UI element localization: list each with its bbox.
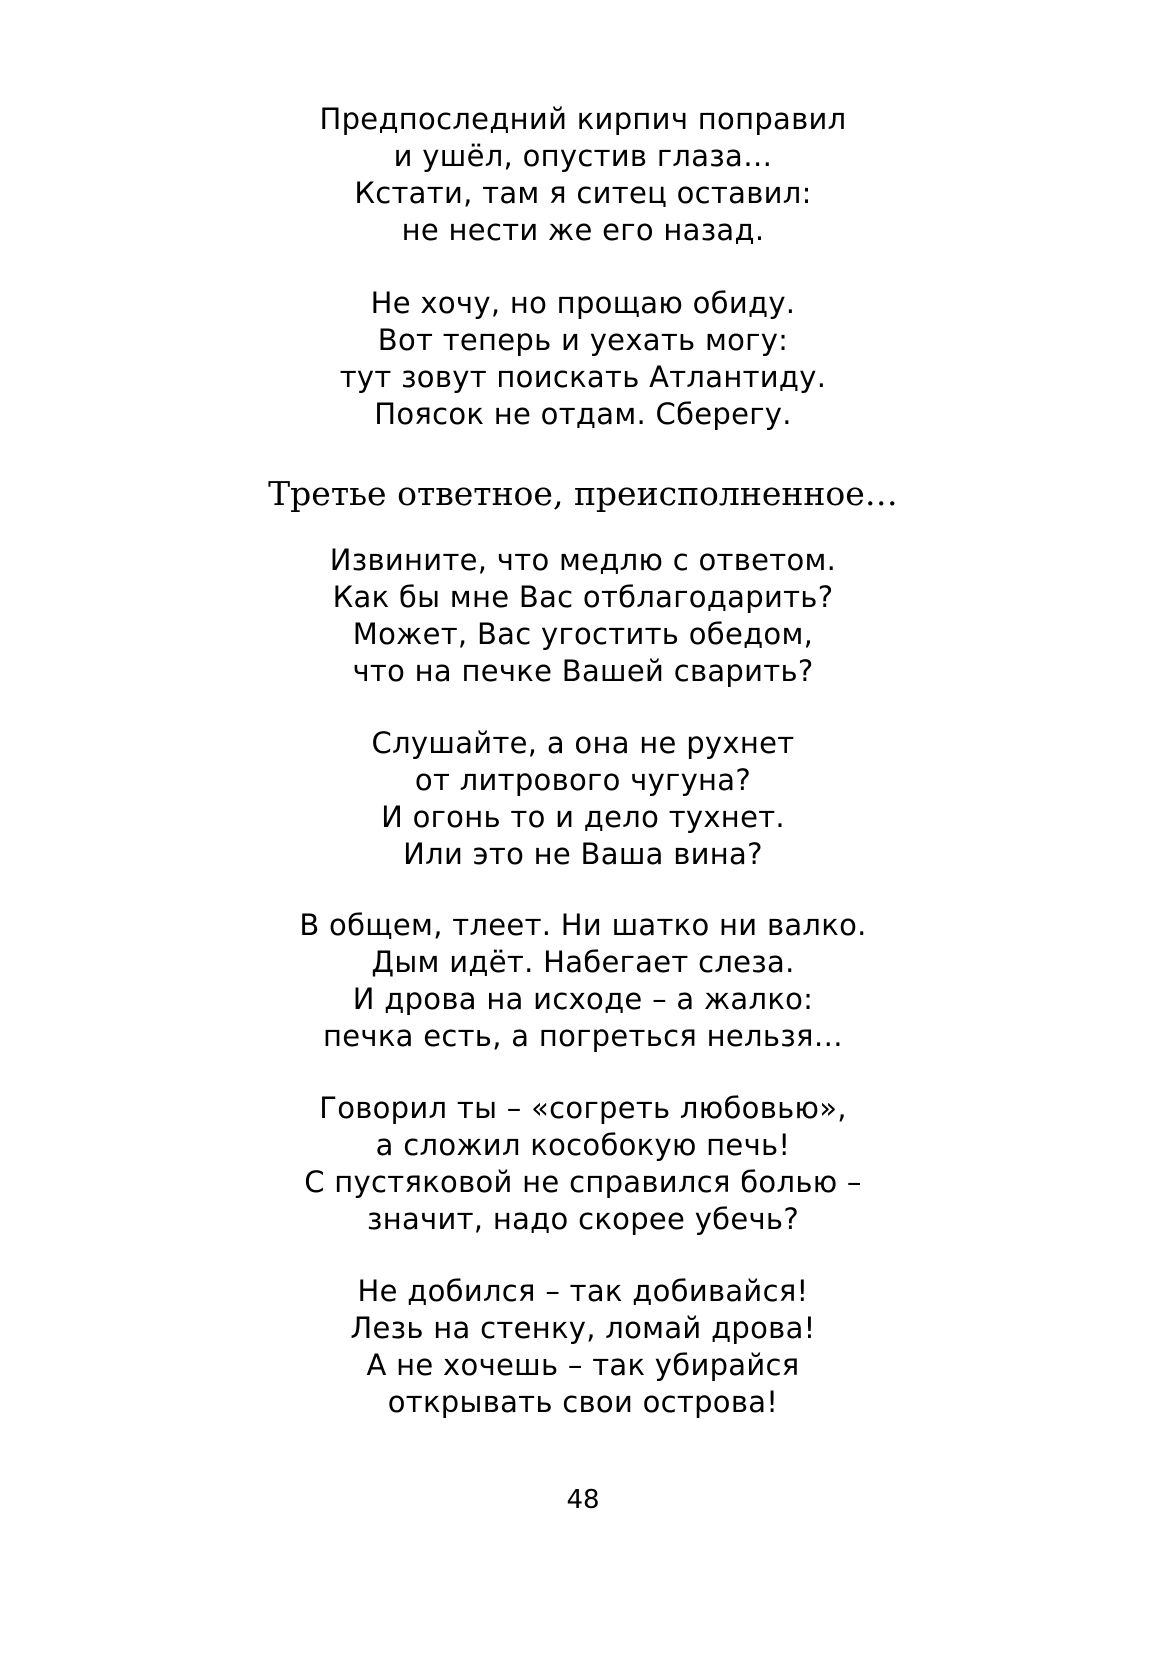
poem-line: Извините, что медлю с ответом. bbox=[329, 543, 837, 577]
poem-line: Не добился – так добивайся! bbox=[357, 1274, 809, 1308]
poem-line: Кстати, там я ситец оставил: bbox=[354, 176, 812, 210]
stanza-1 bbox=[0, 101, 1166, 249]
poem-line: открывать свои острова! bbox=[387, 1385, 779, 1419]
poem-line: И огонь то и дело тухнет. bbox=[381, 800, 785, 834]
poem-title: Третье ответное, преисполненное… bbox=[268, 474, 898, 513]
poem-line: Вот теперь и уехать могу: bbox=[377, 323, 789, 357]
poem-line: А не хочешь – так убирайся bbox=[366, 1348, 800, 1382]
stanza-7 bbox=[0, 1273, 1166, 1421]
poem-line: и ушёл, опустив глаза… bbox=[393, 139, 773, 173]
poem-line: Предпоследний кирпич поправил bbox=[319, 102, 847, 136]
stanza-2 bbox=[0, 285, 1166, 433]
poem-line: печка есть, а погреться нельзя… bbox=[322, 1019, 843, 1053]
poem-line: Как бы мне Вас отблагодарить? bbox=[332, 580, 834, 614]
poem-line: Может, Вас угостить обедом, bbox=[352, 617, 814, 651]
poem-line: от литрового чугуна? bbox=[414, 763, 752, 797]
stanza-5 bbox=[0, 907, 1166, 1055]
poem-line: Слушайте, а она не рухнет bbox=[371, 726, 795, 760]
poem-line: В общем, тлеет. Ни шатко ни валко. bbox=[299, 908, 867, 942]
poem-line: тут зовут поискать Атлантиду. bbox=[339, 360, 827, 394]
poem-line: С пустяковой не справился болью – bbox=[304, 1165, 862, 1199]
stanza-4 bbox=[0, 725, 1166, 873]
poem-line: Не хочу, но прощаю обиду. bbox=[370, 286, 796, 320]
stanza-3 bbox=[0, 542, 1166, 690]
poem-line: не нести же его назад. bbox=[401, 213, 765, 247]
poem-line: Говорил ты – «согреть любовью», bbox=[319, 1091, 847, 1125]
poem-line: Лезь на стенку, ломай дрова! bbox=[350, 1311, 816, 1345]
stanza-6 bbox=[0, 1090, 1166, 1238]
poem-line: И дрова на исходе – а жалко: bbox=[352, 982, 814, 1016]
poem-line: Дым идёт. Набегает слеза. bbox=[371, 945, 795, 979]
poem-line: а сложил кособокую печь! bbox=[375, 1128, 791, 1162]
page-number: 48 bbox=[566, 1485, 600, 1515]
poem-line: что на печке Вашей сварить? bbox=[352, 654, 814, 688]
poem-line: Или это не Ваша вина? bbox=[403, 837, 763, 871]
poem-line: значит, надо скорее убечь? bbox=[366, 1202, 800, 1236]
poem-line: Поясок не отдам. Сберегу. bbox=[374, 397, 792, 431]
